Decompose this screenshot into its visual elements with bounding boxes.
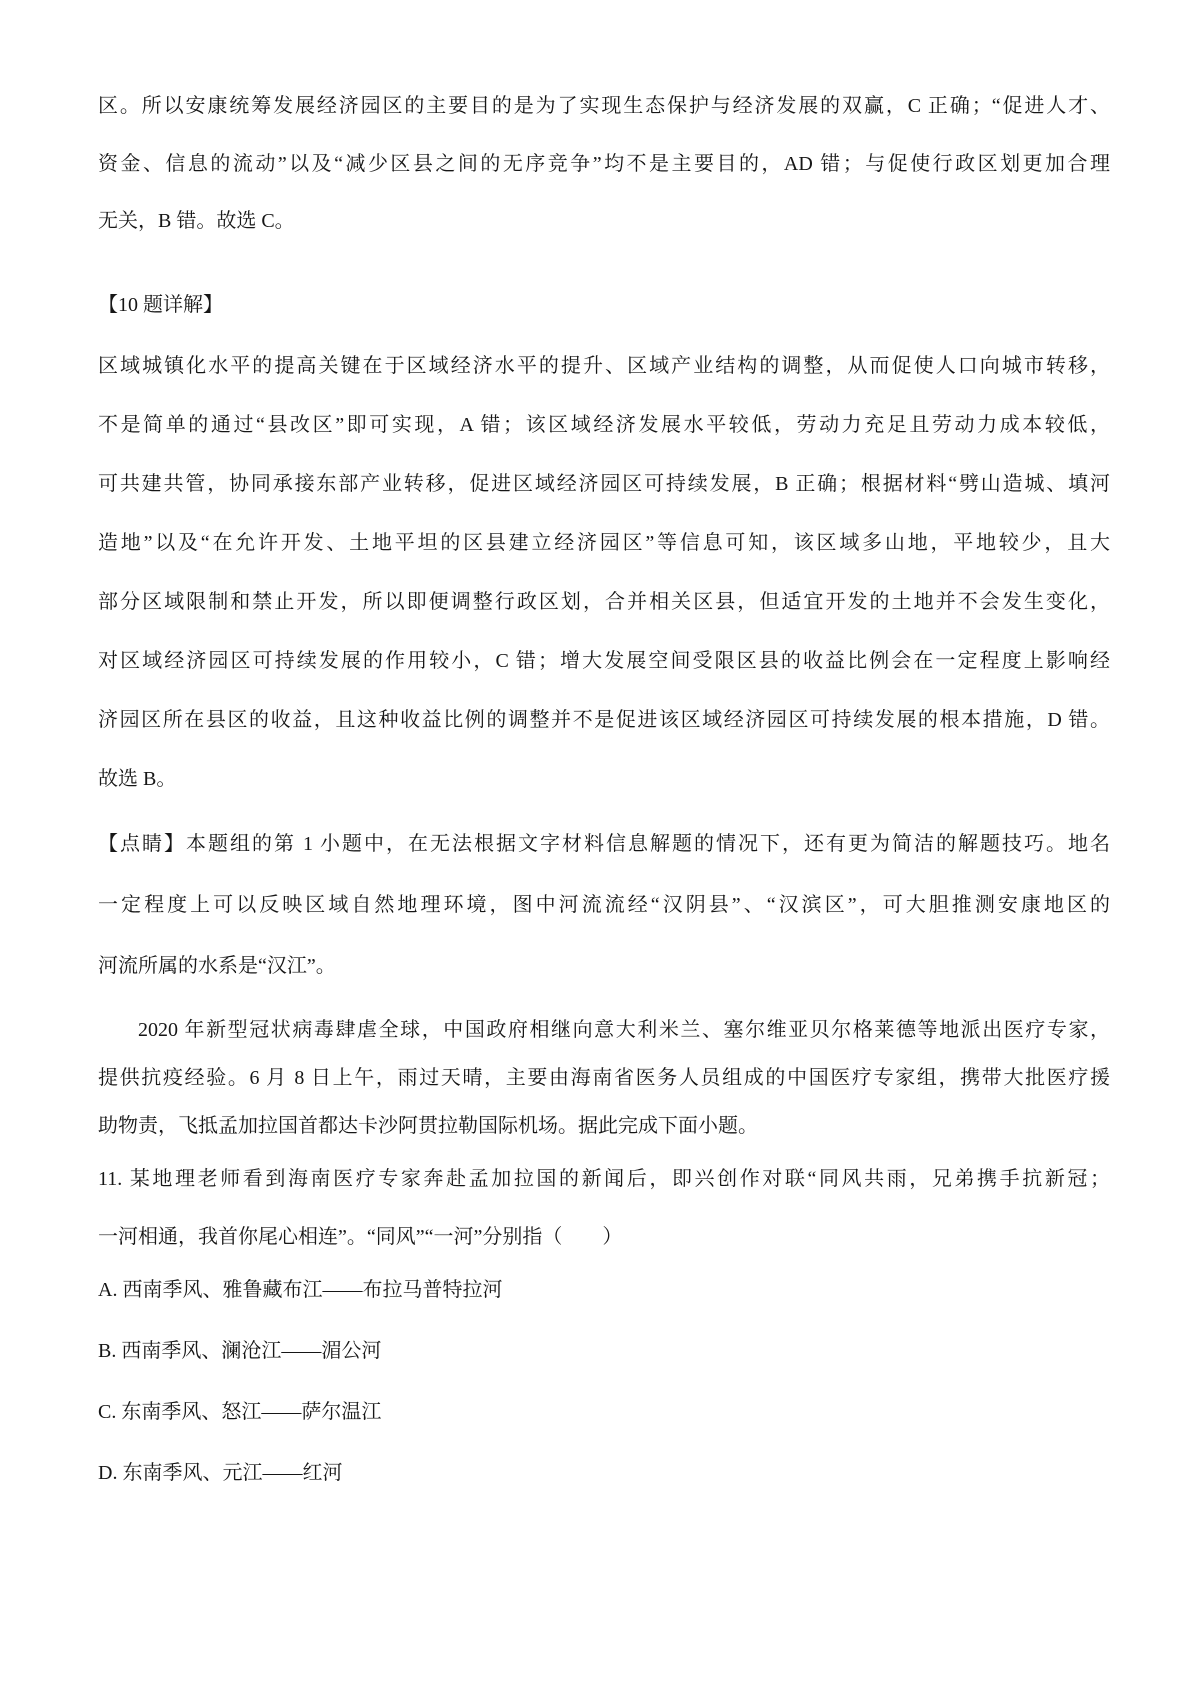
material-line: 提供抗疫经验。6 月 8 日上午，雨过天晴，主要由海南省医务人员组成的中国医疗专家组，携带大批医疗援 — [98, 1067, 1110, 1089]
analysis-line: 不是简单的通过“县改区”即可实现，A 错；该区域经济发展水平较低，劳动力充足且劳动力成本较低， — [98, 414, 1110, 436]
answer-analysis-q9-tail — [98, 78, 1110, 251]
tip-line: 河流所属的水系是“汉江”。 — [98, 955, 336, 977]
question-11 — [98, 1150, 1110, 1266]
tip-line: 【点睛】本题组的第 1 小题中，在无法根据文字材料信息解题的情况下，还有更为简洁的解题技巧。地名 — [98, 833, 1110, 855]
tip-line: 一定程度上可以反映区域自然地理环境，图中河流流经“汉阴县”、“汉滨区”，可大胆推测安康地区的 — [98, 894, 1110, 916]
analysis-line: 可共建共管，协同承接东部产业转移，促进区域经济园区可持续发展，B 正确；根据材料“劈山造城、填河 — [98, 473, 1110, 495]
analysis-line: 对区域经济园区可持续发展的作用较小，C 错；增大发展空间受限区县的收益比例会在一定程度上影响经 — [98, 650, 1110, 672]
analysis-line: 部分区域限制和禁止开发，所以即便调整行政区划，合并相关区县，但适宜开发的土地并不会发生变化， — [98, 591, 1110, 613]
analysis-line: 故选 B。 — [98, 768, 177, 790]
tip-paragraph — [98, 814, 1110, 997]
answer-analysis-q10 — [98, 337, 1110, 809]
material-paragraph — [98, 1006, 1110, 1150]
page-content — [98, 0, 1110, 1504]
detail-heading-q10 — [98, 277, 1110, 335]
question-line: 一河相通，我首你尾心相连”。“同风”“一河”分别指（ ） — [98, 1226, 623, 1248]
section-heading: 【10 题详解】 — [98, 293, 223, 316]
analysis-line: 区域城镇化水平的提高关键在于区域经济水平的提升、区域产业结构的调整，从而促使人口向城市转移， — [98, 355, 1110, 377]
question-11-options — [98, 1260, 1110, 1504]
analysis-line: 区。所以安康统筹发展经济园区的主要目的是为了实现生态保护与经济发展的双赢，C 正确；“促进人才、 — [98, 95, 1110, 117]
material-line: 助物责，飞抵孟加拉国首都达卡沙阿贯拉勒国际机场。据此完成下面小题。 — [98, 1115, 758, 1137]
analysis-line: 济园区所在县区的收益，且这种收益比例的调整并不是促进该区域经济园区可持续发展的根本措施，D 错。 — [98, 709, 1110, 731]
option-d: D. 东南季风、元江——红河 — [98, 1462, 343, 1484]
question-line: 11. 某地理老师看到海南医疗专家奔赴孟加拉国的新闻后，即兴创作对联“同风共雨，兄弟携手抗新冠； — [98, 1168, 1110, 1190]
option-a: A. 西南季风、雅鲁藏布江——布拉马普特拉河 — [98, 1279, 503, 1301]
analysis-line: 资金、信息的流动”以及“减少区县之间的无序竞争”均不是主要目的，AD 错；与促使行政区划更加合理 — [98, 152, 1110, 175]
option-c: C. 东南季风、怒江——萨尔温江 — [98, 1401, 382, 1423]
analysis-line: 无关，B 错。故选 C。 — [98, 210, 295, 232]
material-line: 2020 年新型冠状病毒肆虐全球，中国政府相继向意大利米兰、塞尔维亚贝尔格莱德等地派出医疗专家， — [138, 1019, 1110, 1041]
option-b: B. 西南季风、澜沧江——湄公河 — [98, 1340, 382, 1362]
analysis-line: 造地”以及“在允许开发、土地平坦的区县建立经济园区”等信息可知，该区域多山地，平地较少，且大 — [98, 532, 1110, 554]
